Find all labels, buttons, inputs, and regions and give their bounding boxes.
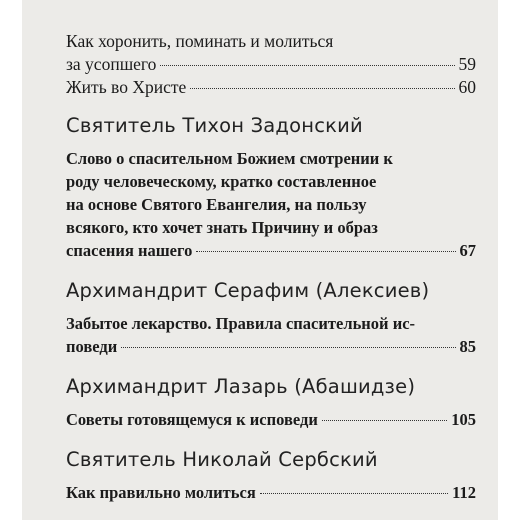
dot-leader: [260, 493, 448, 494]
entry-title-line: на основе Святого Евангелия, на пользу: [66, 195, 367, 214]
entry-title-line: всякого, кто хочет знать Причину и образ: [66, 218, 378, 237]
dot-leader: [160, 65, 454, 66]
entry-title-line: Как правильно молиться: [66, 483, 256, 502]
dot-leader: [322, 420, 447, 421]
section-author: Архимандрит Серафим (Алексиев): [66, 279, 430, 302]
entry-title-line: спасения нашего: [66, 241, 193, 260]
toc-entry: [66, 408, 476, 431]
entry-title-line: за усопшего: [66, 54, 157, 74]
entry-title-line: Жить во Христе: [66, 77, 187, 97]
entry-title-line: роду человеческому, кратко составленное: [66, 172, 377, 191]
book-page: [22, 0, 498, 520]
entry-title-line: Слово о спасительном Божием смотрении к: [66, 149, 393, 168]
section-author: Архимандрит Лазарь (Абашидзе): [66, 375, 416, 398]
toc-entry: [66, 147, 476, 262]
table-of-contents: [66, 26, 476, 504]
toc-entry: [66, 30, 476, 76]
page-number: 112: [452, 483, 476, 502]
entry-title-line: Советы готовящемуся к исповеди: [66, 410, 318, 429]
page-number: 59: [458, 54, 476, 74]
page-number: 85: [459, 337, 476, 356]
page-number: 60: [458, 77, 476, 97]
section-author: Святитель Тихон Задонский: [66, 114, 363, 137]
page-number: 67: [459, 241, 476, 260]
dot-leader: [190, 88, 454, 89]
toc-entry: [66, 76, 476, 99]
dot-leader: [196, 251, 455, 252]
toc-entry: [66, 481, 476, 504]
entry-title-line: Забытое лекарство. Правила спасительной ис-: [66, 314, 416, 333]
entry-title-line: Как хоронить, поминать и молиться: [66, 31, 334, 51]
entry-title-line: поведи: [66, 337, 118, 356]
toc-entry: [66, 312, 476, 358]
dot-leader: [121, 347, 455, 348]
page-number: 105: [451, 410, 476, 429]
section-author: Святитель Николай Сербский: [66, 448, 378, 471]
